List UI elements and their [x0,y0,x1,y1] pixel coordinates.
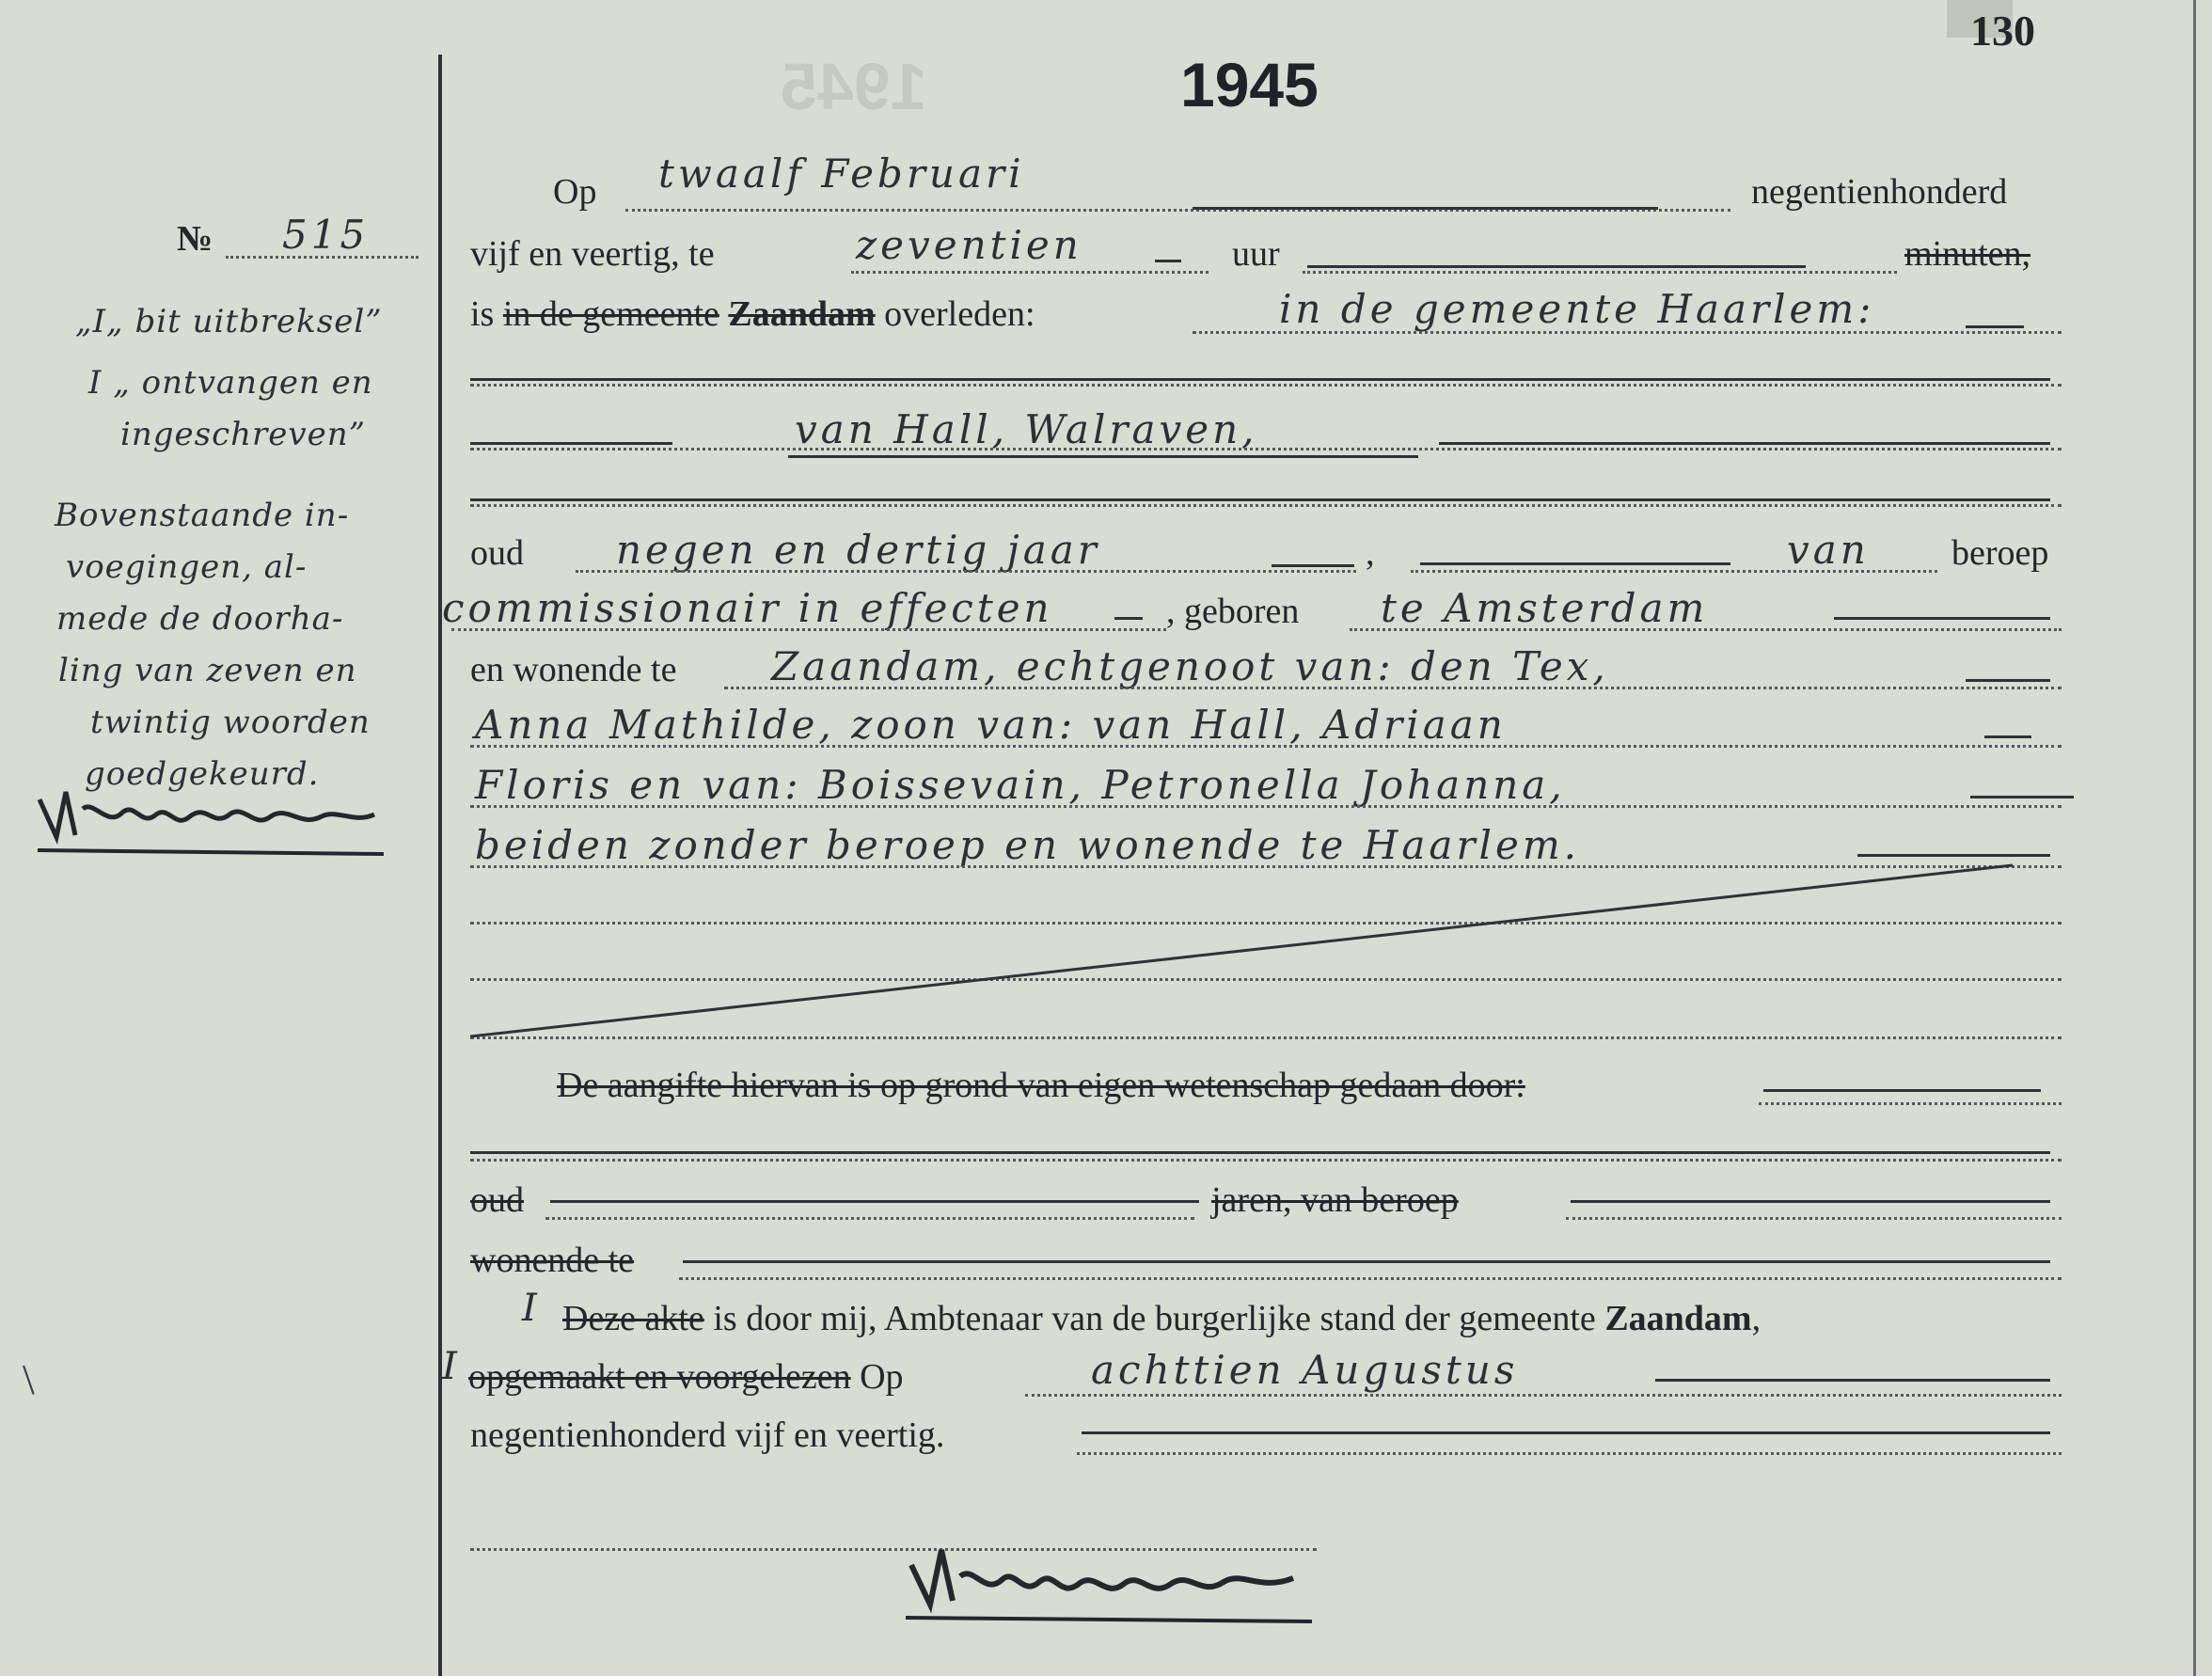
label-closing-comma: , [1751,1299,1762,1338]
declarant-line [470,1159,2062,1162]
register-year: 1945 [1180,50,1319,119]
margin-note-4: Bovenstaande in- [55,497,350,534]
declarant-age-line [545,1217,1194,1220]
official-signature [898,1524,1331,1627]
minutes-filler-line [1307,265,1806,268]
name-underline [788,455,1418,458]
place-dash [1966,325,2024,328]
label-overleden: overleden: [884,294,1035,334]
declarant-occupation-filler [1571,1200,2050,1203]
label-zaandam: Zaandam [728,294,876,334]
parents-line-2 [470,805,2062,808]
birthplace: te Amsterdam [1381,585,1709,631]
parents: Floris en van: Boissevain, Petronella Johanna, [475,762,1566,808]
deceased-name: van Hall, Walraven, [795,406,1258,452]
margin-note-3: ingeschreven” [120,416,367,453]
margin-divider [438,55,442,1676]
blank-line-1 [470,384,2062,387]
label-geboren: , geboren [1166,592,1300,631]
occupation: commissionair in effecten [442,585,1053,631]
label-deze-akte: Deze akte [562,1299,704,1338]
label-declaration: De aangifte hiervan is op grond van eigen wetenschap gedaan door: [557,1066,1525,1105]
label-is: is [470,294,495,334]
label-uur: uur [1232,234,1280,274]
van-filler-line [1420,562,1730,565]
act-number-line [226,256,419,259]
signing-date-line [1025,1394,2062,1397]
margin-note-2: I „ ontvangen en [88,364,373,402]
occupation-dash [1114,617,1143,620]
closing-year-line [1077,1452,2062,1455]
correction-mark-2: I [442,1345,457,1388]
minutes-line [1303,271,1897,274]
bleed-through-year: 1945 [781,50,927,123]
page-number: 130 [1970,7,2035,55]
declaration-filler [1763,1089,2041,1092]
margin-note-1: „I„ bit uitbreksel” [75,303,383,340]
label-beroep: beroep [1951,533,2049,573]
label-door-mij: is door mij, Ambtenaar van de burgerlijke stand der gemeente [713,1299,1596,1338]
occupation-line [451,628,1166,631]
date-day-month: twaalf Februari [658,150,1025,197]
name-left-line [470,442,672,445]
label-in-de-gemeente: in de gemeente [502,294,719,334]
declaration-line [1759,1102,2062,1105]
age-line [576,570,1356,573]
label-closing-1 [562,1298,1761,1339]
correction-mark-1: I [522,1287,537,1330]
declarant-residence-line [679,1277,2062,1280]
label-op-closing: Op [860,1357,904,1397]
name-right-line [1439,442,2050,445]
parents-line-1 [470,745,2062,748]
margin-tick-mark: \ [23,1355,35,1403]
label-minuten: minuten, [1904,234,2031,274]
residence-line [724,687,2062,689]
margin-note-8: twintig woorden [90,704,371,741]
residence-spouse: Zaandam, echtgenoot van: den Tex, [771,643,1609,689]
age-dash [1272,564,1354,567]
place-of-death: in de gemeente Haarlem: [1279,286,1875,332]
time-hour: zeventien [856,222,1082,268]
occupation-van: van [1787,527,1870,573]
blank-filler-2 [470,498,2050,501]
parents-dash-1 [1984,735,2031,738]
margin-note-5: voegingen, al- [66,548,308,586]
residence-dash [1966,679,2050,682]
label-wonende-te: en wonende te [470,650,677,689]
label-op: Op [553,172,597,212]
label-vijf-en-veertig: vijf en veertig, te [470,234,715,274]
closing-year-filler [1082,1431,2050,1434]
hour-dash [1155,260,1181,262]
name-line [470,448,2062,451]
parents-dash-2 [1970,796,2074,798]
label-place [470,293,1035,335]
act-number-label: № [177,219,213,259]
signing-date: achttien Augustus [1091,1347,1519,1393]
label-zaandam-closing: Zaandam [1604,1299,1752,1338]
spouse-and-father: Anna Mathilde, zoon van: van Hall, Adriaan [475,702,1507,748]
margin-note-7: ling van zeven en [58,652,357,689]
declarant-filler [470,1151,2050,1154]
blank-line-2 [470,504,2062,507]
act-number: 515 [282,212,370,258]
diagonal-strike [451,846,2107,1053]
page-edge-line [2193,0,2196,1676]
declarant-age-filler [550,1200,1199,1203]
date-filler-line [1193,207,1658,210]
label-oud-declarant: oud [470,1180,524,1220]
birthplace-line [1350,628,2062,631]
label-wonende-te-declarant: wonende te [470,1241,635,1280]
label-negentienhonderd: negentienhonderd [1751,172,2008,212]
declarant-residence-filler [683,1260,2050,1263]
label-comma: , [1366,533,1375,573]
label-jaren-van-beroep: jaren, van beroep [1211,1180,1459,1220]
hour-line [851,271,1209,274]
label-opgemaakt: opgemaakt en voorgelezen [468,1357,851,1397]
blank-filler-1 [470,378,2050,381]
margin-signature [28,771,395,856]
signing-date-filler [1655,1379,2050,1382]
declarant-occupation-line [1566,1217,2062,1220]
margin-note-9: goedgekeurd. [85,755,320,793]
label-oud: oud [470,533,524,573]
birthplace-filler-line [1834,617,2050,620]
label-closing-3: negentienhonderd vijf en veertig. [470,1415,945,1455]
age: negen en dertig jaar [616,527,1100,573]
place-line [1193,331,2062,334]
label-closing-2 [468,1356,904,1398]
margin-note-6: mede de doorha- [56,600,344,638]
parents-details: beiden zonder beroep en wonende te Haarlem. [475,822,1581,868]
